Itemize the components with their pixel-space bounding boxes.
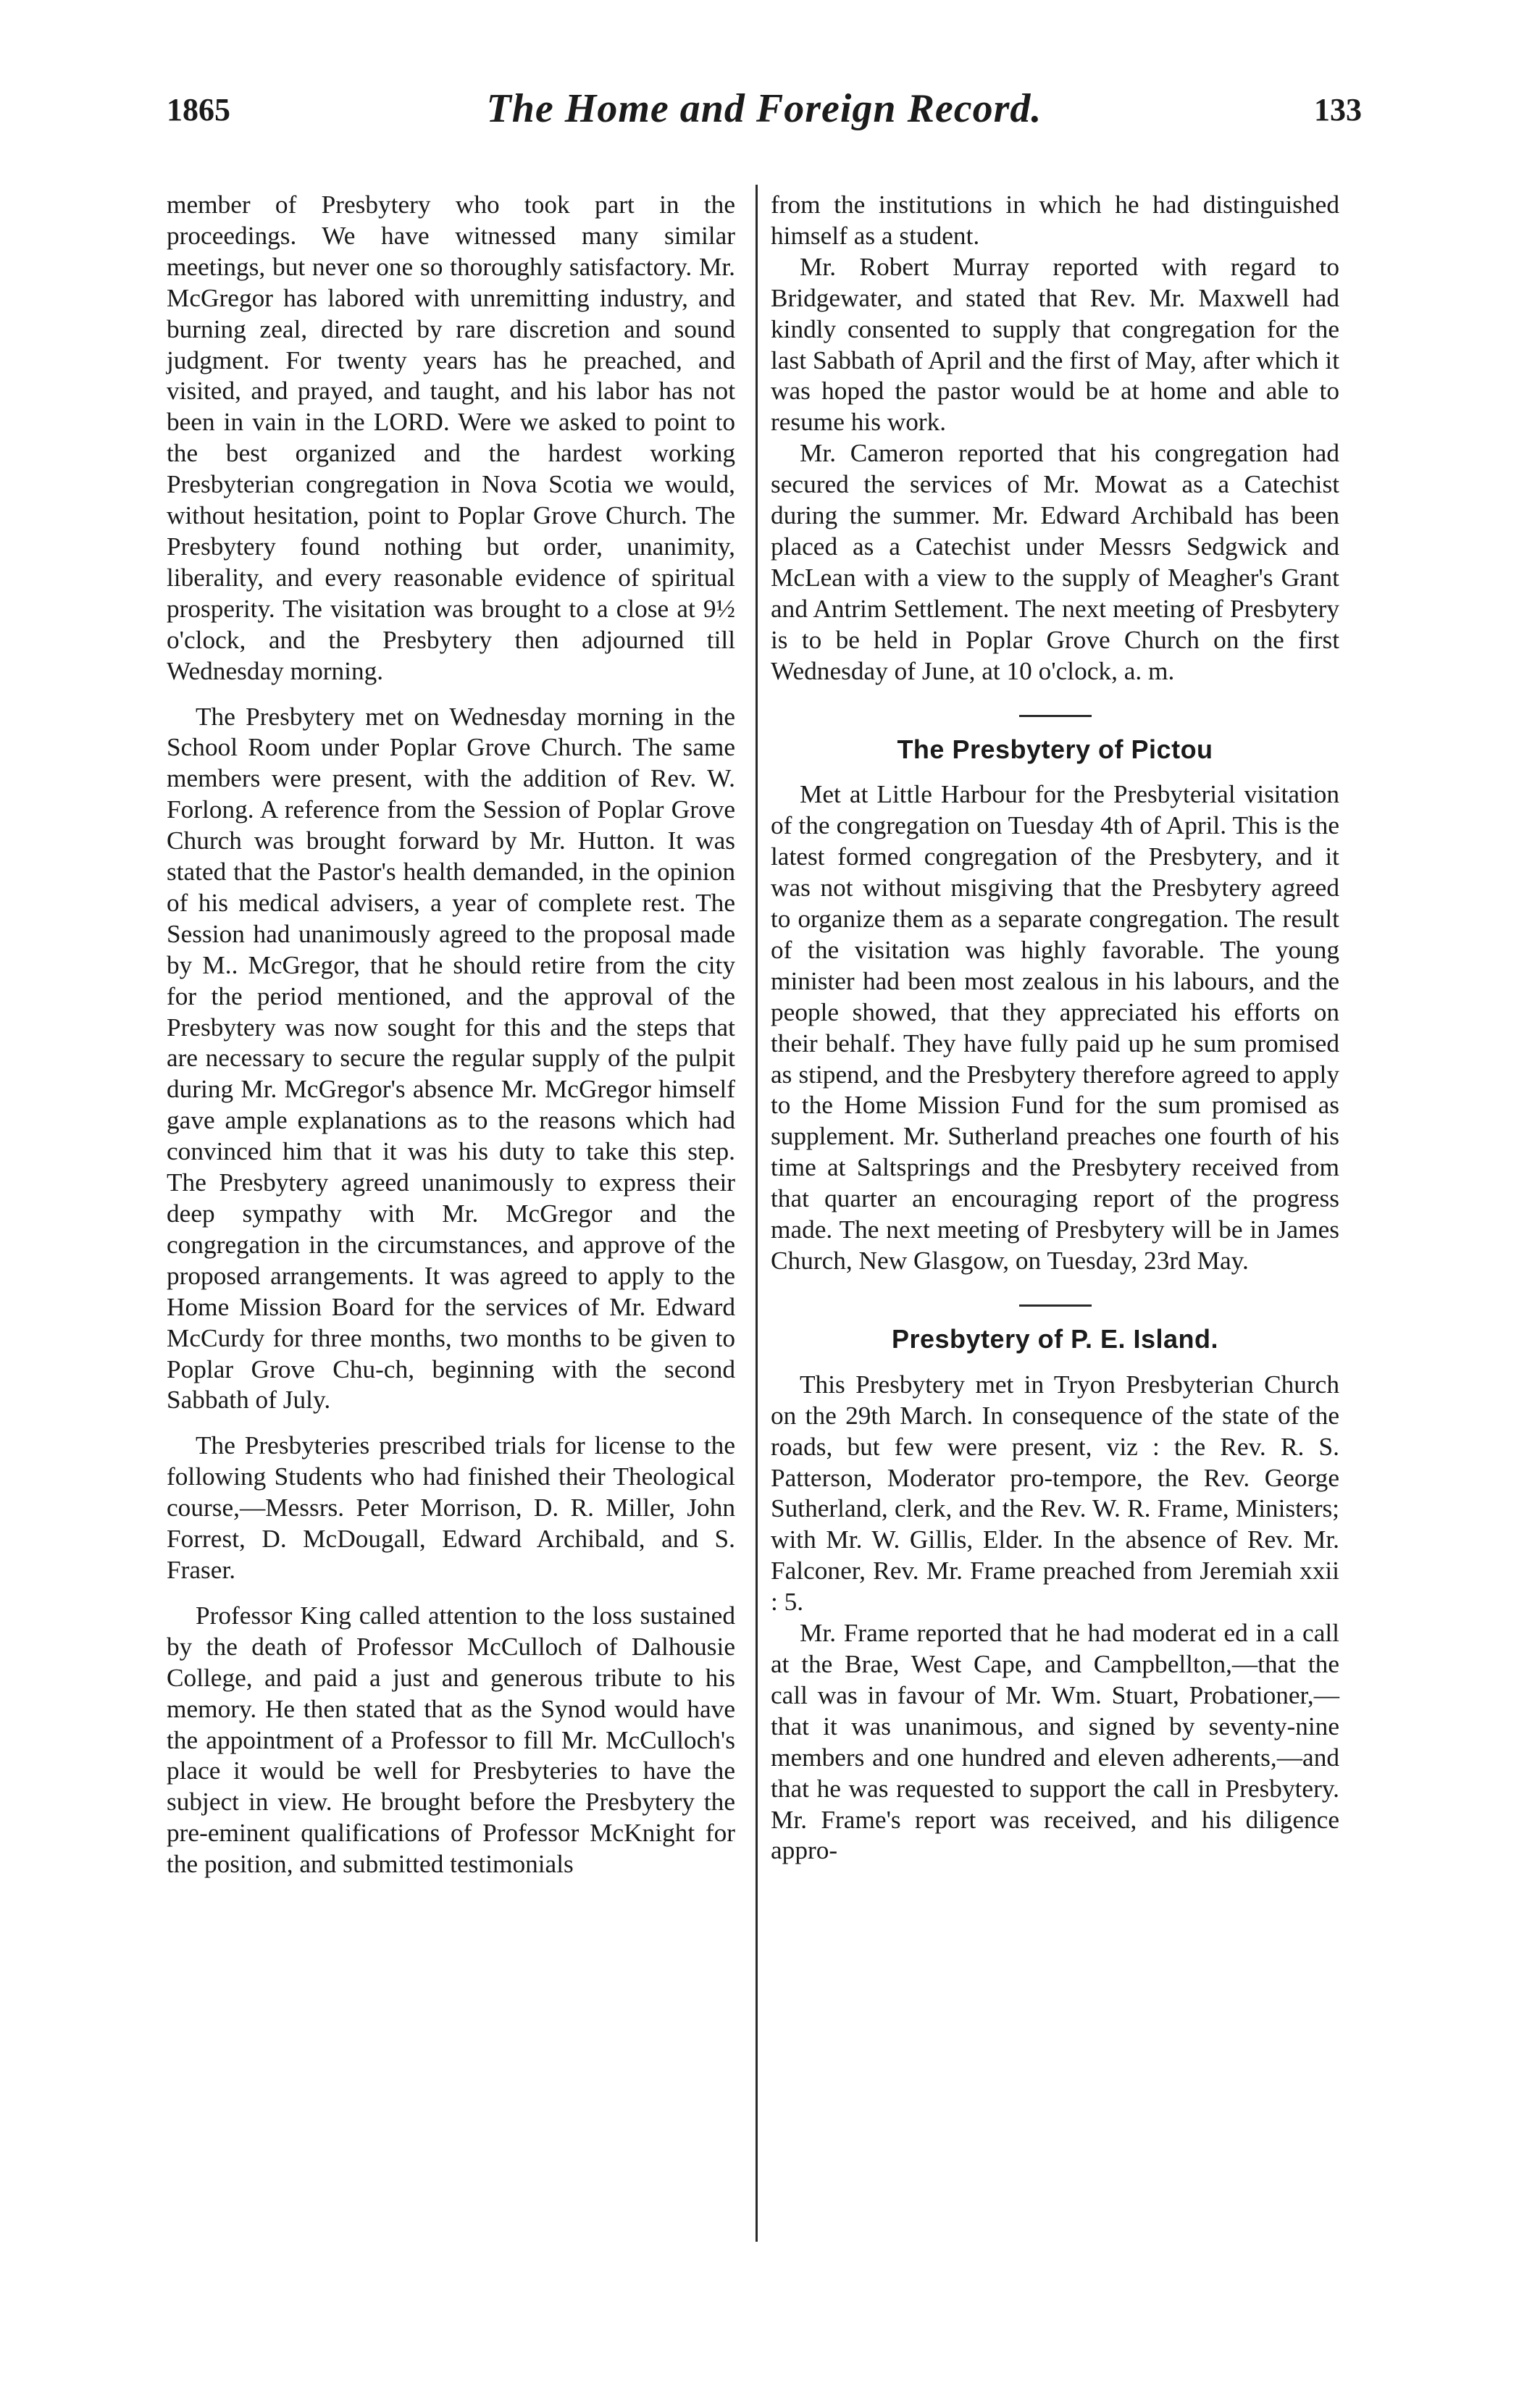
left-column [167, 190, 735, 1880]
section-heading-pei: Presbytery of P. E. Island. [891, 1323, 1219, 1354]
section-separator [1019, 715, 1092, 717]
section-separator [1019, 1304, 1092, 1307]
paragraph: from the institutions in which he had distinguished himself as a student. [771, 190, 1339, 250]
paragraph: Met at Little Harbour for the Presbyterial visitation of the congregation on Tuesday 4th of April. This is the latest formed congregation of the Presbytery, and it was not without misgiving that the Presbytery agreed to organize them as a separate congregation. The result of the visitation was highly favorable. The young minister had been most zealous in his labours, and the people showed, that they appreciated his efforts on their behalf. They have fully paid up he sum promised as stipend, and the Presbytery therefore agreed to apply to the Home Mission Fund for the sum promised as supplement. Mr. Sutherland preaches one fourth of his time at Saltsprings and the Presbytery received from that quarter an encouraging report of the progress made. The next meeting of Presbytery will be in James Church, New Glasgow, on Tuesday, 23rd May. [771, 780, 1339, 1275]
column-divider [756, 185, 758, 2242]
journal-title: The Home and Foreign Record. [486, 86, 1042, 131]
paragraph: This Presbytery met in Tryon Presbyterian Church on the 29th March. In consequence of the state of the roads, but few were present, viz : the Rev. R. S. Patterson, Moderator pro-tempore, the Rev. George Sutherland, clerk, and the Rev. W. R. Frame, Ministers; with Mr. W. Gillis, Elder. In the absence of Rev. Mr. Falconer, Rev. Mr. Frame preached from Jeremiah xxii : 5. [771, 1370, 1339, 1617]
header-year: 1865 [167, 92, 230, 127]
page-number: 133 [1314, 92, 1362, 127]
paragraph: Mr. Robert Murray reported with regard to Bridgewater, and stated that Rev. Mr. Maxwell had kindly consented to supply that congregation for the last Sabbath of April and the first of May, after which it was hoped the pastor would be at home and able to resume his work. [771, 252, 1339, 437]
paragraph: Professor King called attention to the loss sustained by the death of Professor McCulloch of Dalhousie College, and paid a just and generous tribute to his memory. He then stated that as the Synod would have the appointment of a Professor to fill Mr. McCulloch's place it would be well for Presbyteries to have the subject in view. He brought before the Presbytery the pre-eminent qualifications of Professor McKnight for the position, and submitted testimonials [167, 1601, 735, 1879]
paragraph: member of Presbytery who took part in the proceedings. We have witnessed many similar meetings, but never one so thoroughly satisfactory. Mr. McGregor has labored with unremitting industry, and burning zeal, directed by rare discretion and sound judgment. For twenty years has he preached, and visited, and prayed, and taught, and his labor has not been in vain in the LORD. Were we asked to point to the best organized and the hardest working Presbyterian congregation in Nova Scotia we would, without hesitation, point to Poplar Grove Church. The Presbytery found nothing but order, unanimity, liberality, and every reasonable evidence of spiritual prosperity. The visitation was brought to a close at 9½ o'clock, and the Presbytery then adjourned till Wednesday morning. [167, 190, 735, 685]
paragraph: The Presbytery met on Wednesday morning in the School Room under Poplar Grove Church. The same members were present, with the addition of Rev. W. Forlong. A reference from the Session of Poplar Grove Church was brought forward by Mr. Hutton. It was stated that the Pastor's health demanded, in the opinion of his medical advisers, a year of complete rest. The Session had unanimously agreed to the proposal made by M.. McGregor, that he should retire from the city for the period mentioned, and the approval of the Presbytery was now sought for this and the steps that are necessary to secure the regular supply of the pulpit during Mr. McGregor's absence Mr. McGregor himself gave ample explanations as to the reasons which had convinced him that it was his duty to take this step. The Presbytery agreed unanimously to express their deep sympathy with Mr. McGregor and the congregation in the circumstances, and approve of the proposed arrangements. It was agreed to apply to the Home Mission Board for the services of Mr. Edward McCurdy for three months, two months to be given to Poplar Grove Chu-ch, beginning with the second Sabbath of July. [167, 702, 735, 1415]
paragraph: The Presbyteries prescribed trials for license to the following Students who had finished their Theological course,—Messrs. Peter Morrison, D. R. Miller, John Forrest, D. McDougall, Edward Archibald, and S. Fraser. [167, 1431, 735, 1584]
paragraph: Mr. Cameron reported that his congregation had secured the services of Mr. Mowat as a Catechist during the summer. Mr. Edward Archibald has been placed as a Catechist under Messrs Sedgwick and McLean with a view to the supply of Meagher's Grant and Antrim Settlement. The next meeting of Presbytery is to be held in Poplar Grove Church on the first Wednesday of June, at 10 o'clock, a. m. [771, 439, 1339, 685]
section-heading-pictou: The Presbytery of Pictou [897, 734, 1213, 764]
right-column [771, 190, 1339, 1867]
paragraph: Mr. Frame reported that he had moderat ed in a call at the Brae, West Cape, and Campbellton,—that the call was in favour of Mr. Wm. Stuart, Probationer,—that it was unanimous, and signed by seventy-nine members and one hundred and eleven adherents,—and that he was requested to support the call in Presbytery. Mr. Frame's report was received, and his diligence appro- [771, 1619, 1339, 1865]
running-header [167, 85, 1362, 143]
